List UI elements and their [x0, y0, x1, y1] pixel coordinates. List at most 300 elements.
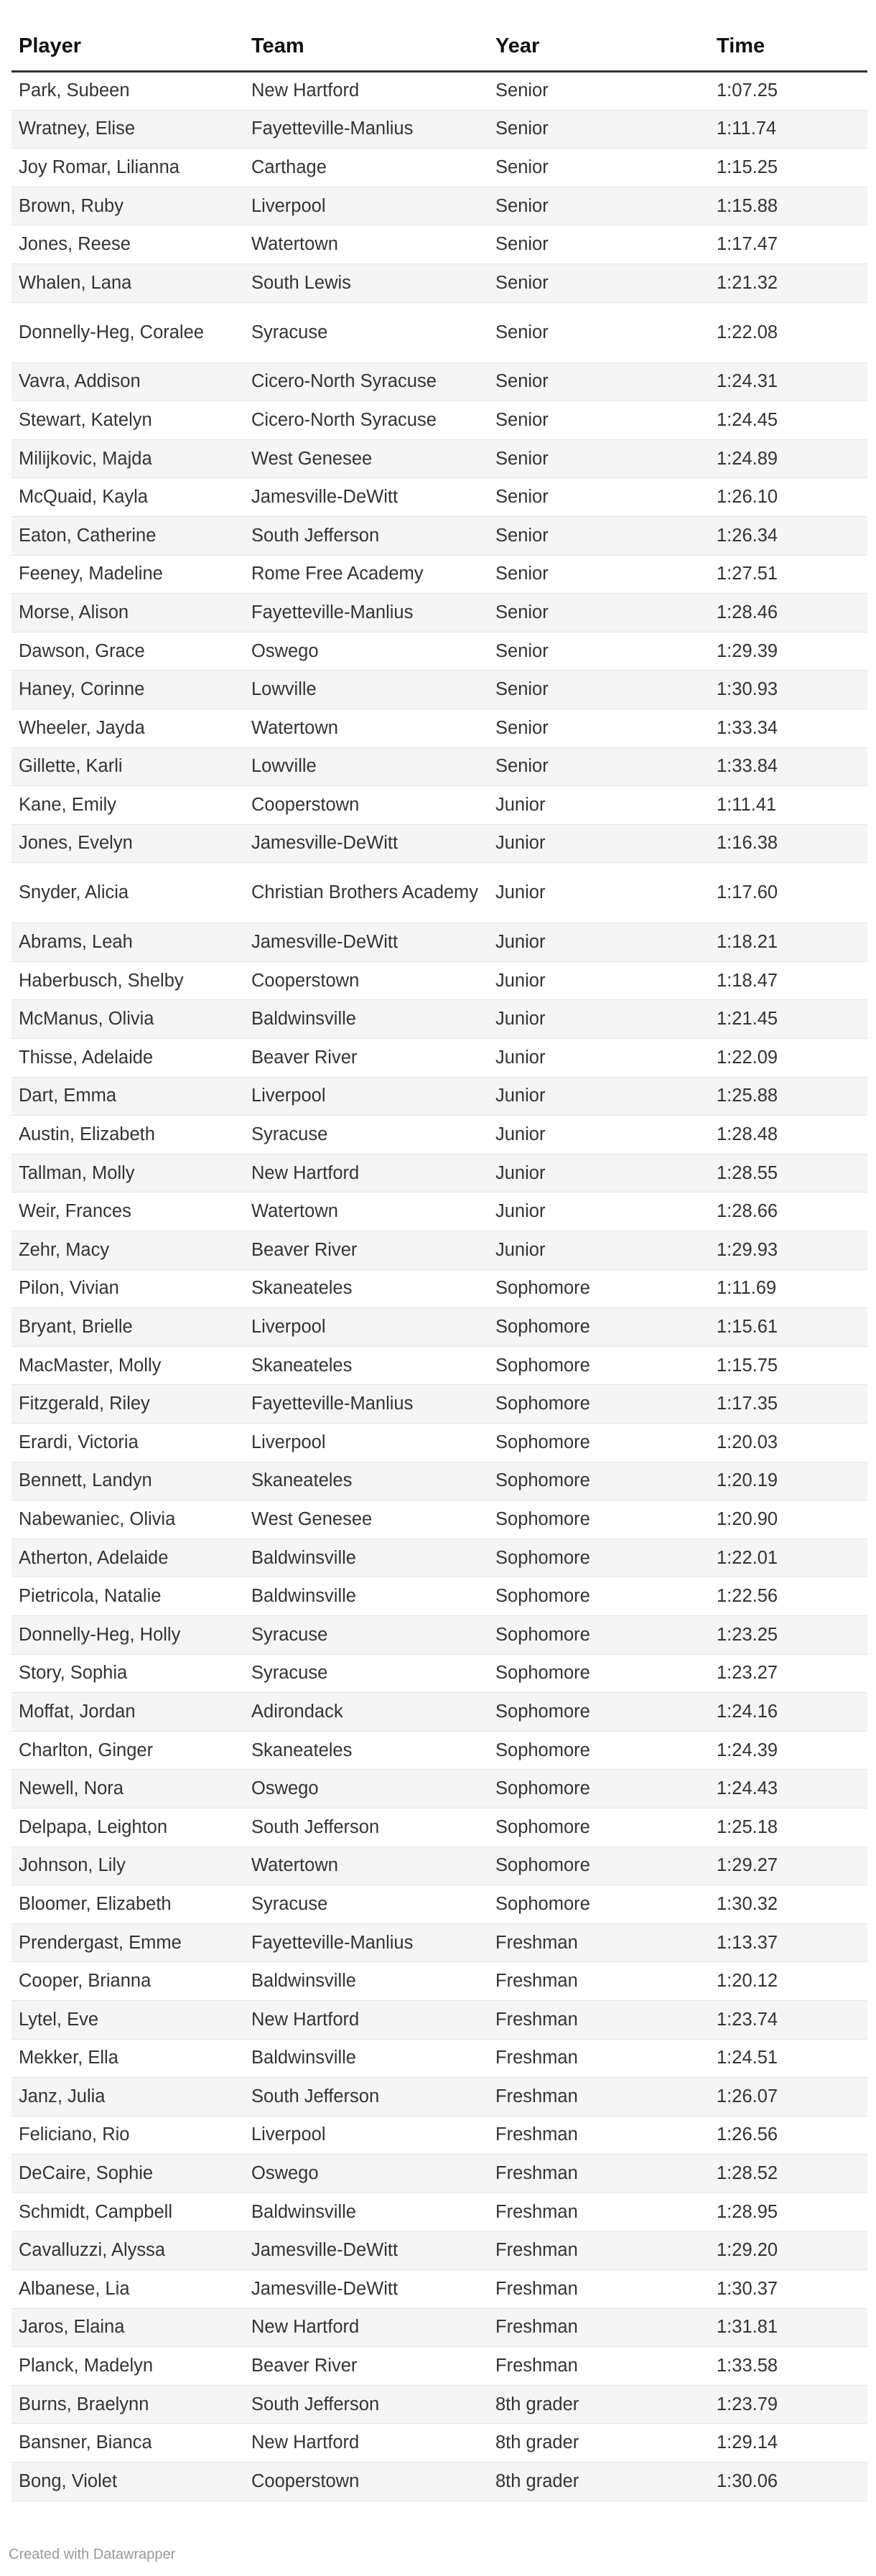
- year-cell: Freshman: [488, 2078, 709, 2117]
- table-row: [11, 1077, 867, 1116]
- table-row: [11, 263, 867, 302]
- player-cell: Jaros, Elaina: [11, 2308, 244, 2347]
- time-cell: 1:21.45: [709, 1000, 867, 1039]
- year-cell: Sophomore: [488, 1424, 709, 1462]
- team-cell: Oswego: [244, 632, 488, 671]
- player-cell: Brown, Ruby: [11, 187, 244, 225]
- player-cell: Jones, Evelyn: [11, 824, 244, 863]
- year-cell: Freshman: [488, 2116, 709, 2155]
- table-row: [11, 671, 867, 709]
- player-cell: Bloomer, Elizabeth: [11, 1885, 244, 1924]
- table-row: [11, 1424, 867, 1462]
- year-cell: Junior: [488, 1116, 709, 1154]
- year-cell: Senior: [488, 516, 709, 555]
- time-cell: 1:18.47: [709, 961, 867, 1000]
- year-cell: Senior: [488, 225, 709, 264]
- team-cell: Jamesville-DeWitt: [244, 824, 488, 863]
- year-cell: Freshman: [488, 2231, 709, 2270]
- table-row: [11, 1654, 867, 1693]
- player-cell: Cooper, Brianna: [11, 1962, 244, 2001]
- year-cell: Senior: [488, 187, 709, 225]
- player-cell: Newell, Nora: [11, 1770, 244, 1809]
- team-cell: Jamesville-DeWitt: [244, 478, 488, 517]
- time-cell: 1:24.89: [709, 439, 867, 478]
- year-cell: Sophomore: [488, 1615, 709, 1654]
- player-cell: Dart, Emma: [11, 1077, 244, 1116]
- year-cell: Freshman: [488, 2000, 709, 2039]
- player-cell: Austin, Elizabeth: [11, 1116, 244, 1154]
- column-header-time[interactable]: Time: [709, 22, 867, 72]
- year-cell: Senior: [488, 671, 709, 709]
- table-row: [11, 2116, 867, 2155]
- table-row: [11, 1731, 867, 1770]
- table-row: [11, 1269, 867, 1308]
- player-cell: Haberbusch, Shelby: [11, 961, 244, 1000]
- table-row: [11, 1193, 867, 1231]
- time-cell: 1:24.16: [709, 1693, 867, 1732]
- table-row: [11, 961, 867, 1000]
- team-cell: New Hartford: [244, 2424, 488, 2463]
- time-cell: 1:29.20: [709, 2231, 867, 2270]
- team-cell: Oswego: [244, 2155, 488, 2193]
- time-cell: 1:30.37: [709, 2270, 867, 2309]
- player-cell: Atherton, Adelaide: [11, 1539, 244, 1577]
- column-header-player[interactable]: Player: [11, 22, 244, 72]
- player-cell: Donnelly-Heg, Holly: [11, 1615, 244, 1654]
- time-cell: 1:23.74: [709, 2000, 867, 2039]
- player-cell: Wratney, Elise: [11, 110, 244, 149]
- team-cell: Adirondack: [244, 1693, 488, 1732]
- player-cell: Thisse, Adelaide: [11, 1039, 244, 1078]
- time-cell: 1:23.25: [709, 1615, 867, 1654]
- table-row: [11, 2270, 867, 2309]
- year-cell: Junior: [488, 824, 709, 863]
- year-cell: Junior: [488, 1154, 709, 1193]
- year-cell: Sophomore: [488, 1501, 709, 1539]
- table-row: [11, 363, 867, 401]
- time-cell: 1:28.46: [709, 594, 867, 633]
- team-cell: New Hartford: [244, 72, 488, 111]
- time-cell: 1:17.35: [709, 1385, 867, 1424]
- time-cell: 1:33.58: [709, 2347, 867, 2386]
- header-row: [11, 22, 867, 72]
- year-cell: Junior: [488, 1039, 709, 1078]
- player-cell: Cavalluzzi, Alyssa: [11, 2231, 244, 2270]
- team-cell: Syracuse: [244, 1654, 488, 1693]
- time-cell: 1:20.03: [709, 1424, 867, 1462]
- year-cell: Junior: [488, 961, 709, 1000]
- team-cell: South Jefferson: [244, 2385, 488, 2424]
- player-cell: Eaton, Catherine: [11, 516, 244, 555]
- team-cell: South Jefferson: [244, 516, 488, 555]
- time-cell: 1:24.43: [709, 1770, 867, 1809]
- table-row: [11, 2231, 867, 2270]
- column-header-year[interactable]: Year: [488, 22, 709, 72]
- player-cell: Gillette, Karli: [11, 747, 244, 786]
- time-cell: 1:15.75: [709, 1346, 867, 1385]
- table-row: [11, 923, 867, 962]
- year-cell: Sophomore: [488, 1539, 709, 1577]
- time-cell: 1:28.48: [709, 1116, 867, 1154]
- table-row: [11, 2039, 867, 2078]
- team-cell: Jamesville-DeWitt: [244, 2231, 488, 2270]
- team-cell: Baldwinsville: [244, 1539, 488, 1577]
- player-cell: Charlton, Ginger: [11, 1731, 244, 1770]
- player-cell: Pietricola, Natalie: [11, 1577, 244, 1616]
- team-cell: Lowville: [244, 747, 488, 786]
- year-cell: 8th grader: [488, 2463, 709, 2501]
- team-cell: Christian Brothers Academy: [244, 863, 488, 923]
- team-cell: Skaneateles: [244, 1462, 488, 1501]
- year-cell: Senior: [488, 747, 709, 786]
- table-row: [11, 110, 867, 149]
- table-row: [11, 401, 867, 440]
- table-row: [11, 1962, 867, 2001]
- team-cell: Watertown: [244, 1847, 488, 1885]
- year-cell: Freshman: [488, 2155, 709, 2193]
- table-row: [11, 555, 867, 594]
- team-cell: Baldwinsville: [244, 2039, 488, 2078]
- time-cell: 1:11.41: [709, 786, 867, 825]
- year-cell: Freshman: [488, 1962, 709, 2001]
- time-cell: 1:15.25: [709, 149, 867, 187]
- table-row: [11, 149, 867, 187]
- table-row: [11, 1577, 867, 1616]
- table-row: [11, 1154, 867, 1193]
- year-cell: Senior: [488, 363, 709, 401]
- player-cell: Kane, Emily: [11, 786, 244, 825]
- table-row: [11, 709, 867, 747]
- time-cell: 1:24.51: [709, 2039, 867, 2078]
- time-cell: 1:28.55: [709, 1154, 867, 1193]
- player-cell: Zehr, Macy: [11, 1231, 244, 1270]
- table-row: [11, 1615, 867, 1654]
- time-cell: 1:22.09: [709, 1039, 867, 1078]
- year-cell: Senior: [488, 302, 709, 363]
- time-cell: 1:23.27: [709, 1654, 867, 1693]
- table-row: [11, 594, 867, 633]
- player-cell: Weir, Frances: [11, 1193, 244, 1231]
- year-cell: Sophomore: [488, 1308, 709, 1347]
- player-cell: Feeney, Madeline: [11, 555, 244, 594]
- year-cell: Junior: [488, 1077, 709, 1116]
- table-row: [11, 747, 867, 786]
- player-cell: Bryant, Brielle: [11, 1308, 244, 1347]
- time-cell: 1:25.88: [709, 1077, 867, 1116]
- time-cell: 1:25.18: [709, 1808, 867, 1847]
- team-cell: Watertown: [244, 709, 488, 747]
- time-cell: 1:23.79: [709, 2385, 867, 2424]
- team-cell: New Hartford: [244, 2000, 488, 2039]
- player-cell: Tallman, Molly: [11, 1154, 244, 1193]
- player-cell: Mekker, Ella: [11, 2039, 244, 2078]
- team-cell: Oswego: [244, 1770, 488, 1809]
- year-cell: Sophomore: [488, 1385, 709, 1424]
- table-row: [11, 1346, 867, 1385]
- team-cell: Syracuse: [244, 302, 488, 363]
- player-cell: Snyder, Alicia: [11, 863, 244, 923]
- time-cell: 1:31.81: [709, 2308, 867, 2347]
- time-cell: 1:20.19: [709, 1462, 867, 1501]
- player-cell: McManus, Olivia: [11, 1000, 244, 1039]
- team-cell: South Jefferson: [244, 1808, 488, 1847]
- team-cell: New Hartford: [244, 1154, 488, 1193]
- year-cell: Senior: [488, 632, 709, 671]
- player-cell: Story, Sophia: [11, 1654, 244, 1693]
- time-cell: 1:15.61: [709, 1308, 867, 1347]
- player-cell: Delpapa, Leighton: [11, 1808, 244, 1847]
- team-cell: Fayetteville-Manlius: [244, 1923, 488, 1962]
- time-cell: 1:29.14: [709, 2424, 867, 2463]
- player-cell: Donnelly-Heg, Coralee: [11, 302, 244, 363]
- time-cell: 1:28.66: [709, 1193, 867, 1231]
- table-row: [11, 1039, 867, 1078]
- team-cell: Baldwinsville: [244, 1000, 488, 1039]
- team-cell: Syracuse: [244, 1615, 488, 1654]
- player-cell: Johnson, Lily: [11, 1847, 244, 1885]
- time-cell: 1:33.84: [709, 747, 867, 786]
- year-cell: Sophomore: [488, 1577, 709, 1616]
- time-cell: 1:29.27: [709, 1847, 867, 1885]
- player-cell: Burns, Braelynn: [11, 2385, 244, 2424]
- time-cell: 1:29.39: [709, 632, 867, 671]
- team-cell: Liverpool: [244, 187, 488, 225]
- year-cell: Freshman: [488, 2193, 709, 2231]
- year-cell: Junior: [488, 1231, 709, 1270]
- year-cell: Senior: [488, 478, 709, 517]
- team-cell: Skaneateles: [244, 1269, 488, 1308]
- time-cell: 1:22.56: [709, 1577, 867, 1616]
- team-cell: Syracuse: [244, 1885, 488, 1924]
- table-row: [11, 302, 867, 363]
- player-cell: Bong, Violet: [11, 2463, 244, 2501]
- table-row: [11, 1808, 867, 1847]
- player-cell: DeCaire, Sophie: [11, 2155, 244, 2193]
- table-row: [11, 1308, 867, 1347]
- player-cell: Joy Romar, Lilianna: [11, 149, 244, 187]
- table-row: [11, 824, 867, 863]
- player-cell: Planck, Madelyn: [11, 2347, 244, 2386]
- results-table: [11, 22, 867, 2501]
- time-cell: 1:20.90: [709, 1501, 867, 1539]
- player-cell: Haney, Corinne: [11, 671, 244, 709]
- team-cell: Skaneateles: [244, 1346, 488, 1385]
- team-cell: Carthage: [244, 149, 488, 187]
- time-cell: 1:30.32: [709, 1885, 867, 1924]
- player-cell: Wheeler, Jayda: [11, 709, 244, 747]
- year-cell: Sophomore: [488, 1847, 709, 1885]
- table-row: [11, 1885, 867, 1924]
- year-cell: Senior: [488, 439, 709, 478]
- table-row: [11, 439, 867, 478]
- year-cell: Freshman: [488, 1923, 709, 1962]
- player-cell: Schmidt, Campbell: [11, 2193, 244, 2231]
- time-cell: 1:20.12: [709, 1962, 867, 2001]
- time-cell: 1:26.07: [709, 2078, 867, 2117]
- player-cell: Nabewaniec, Olivia: [11, 1501, 244, 1539]
- team-cell: Baldwinsville: [244, 1962, 488, 2001]
- player-cell: Erardi, Victoria: [11, 1424, 244, 1462]
- time-cell: 1:30.06: [709, 2463, 867, 2501]
- table-row: [11, 1501, 867, 1539]
- year-cell: Sophomore: [488, 1770, 709, 1809]
- year-cell: Junior: [488, 786, 709, 825]
- table-row: [11, 2347, 867, 2386]
- table-row: [11, 1693, 867, 1732]
- table-row: [11, 187, 867, 225]
- year-cell: Sophomore: [488, 1693, 709, 1732]
- time-cell: 1:24.39: [709, 1731, 867, 1770]
- time-cell: 1:28.52: [709, 2155, 867, 2193]
- table-row: [11, 1539, 867, 1577]
- time-cell: 1:24.45: [709, 401, 867, 440]
- time-cell: 1:22.08: [709, 302, 867, 363]
- year-cell: Senior: [488, 709, 709, 747]
- player-cell: Jones, Reese: [11, 225, 244, 264]
- team-cell: Baldwinsville: [244, 2193, 488, 2231]
- team-cell: Jamesville-DeWitt: [244, 923, 488, 962]
- player-cell: Janz, Julia: [11, 2078, 244, 2117]
- team-cell: Liverpool: [244, 1424, 488, 1462]
- team-cell: Syracuse: [244, 1116, 488, 1154]
- player-cell: Vavra, Addison: [11, 363, 244, 401]
- player-cell: Bansner, Bianca: [11, 2424, 244, 2463]
- player-cell: Whalen, Lana: [11, 263, 244, 302]
- year-cell: Senior: [488, 149, 709, 187]
- year-cell: Senior: [488, 263, 709, 302]
- year-cell: Freshman: [488, 2308, 709, 2347]
- year-cell: Sophomore: [488, 1731, 709, 1770]
- player-cell: MacMaster, Molly: [11, 1346, 244, 1385]
- table-row: [11, 2385, 867, 2424]
- time-cell: 1:27.51: [709, 555, 867, 594]
- player-cell: Pilon, Vivian: [11, 1269, 244, 1308]
- table-row: [11, 1462, 867, 1501]
- year-cell: 8th grader: [488, 2385, 709, 2424]
- player-cell: Feliciano, Rio: [11, 2116, 244, 2155]
- table-row: [11, 2463, 867, 2501]
- table-row: [11, 2424, 867, 2463]
- year-cell: Sophomore: [488, 1462, 709, 1501]
- player-cell: Bennett, Landyn: [11, 1462, 244, 1501]
- team-cell: West Genesee: [244, 1501, 488, 1539]
- time-cell: 1:11.69: [709, 1269, 867, 1308]
- year-cell: Freshman: [488, 2039, 709, 2078]
- time-cell: 1:24.31: [709, 363, 867, 401]
- table-row: [11, 1847, 867, 1885]
- table-row: [11, 478, 867, 517]
- time-cell: 1:07.25: [709, 72, 867, 111]
- year-cell: Sophomore: [488, 1885, 709, 1924]
- time-cell: 1:15.88: [709, 187, 867, 225]
- year-cell: Sophomore: [488, 1346, 709, 1385]
- team-cell: Baldwinsville: [244, 1577, 488, 1616]
- time-cell: 1:26.34: [709, 516, 867, 555]
- team-cell: Rome Free Academy: [244, 555, 488, 594]
- time-cell: 1:33.34: [709, 709, 867, 747]
- player-cell: Park, Subeen: [11, 72, 244, 111]
- team-cell: Watertown: [244, 1193, 488, 1231]
- player-cell: Lytel, Eve: [11, 2000, 244, 2039]
- table-row: [11, 516, 867, 555]
- table-row: [11, 1231, 867, 1270]
- table-row: [11, 1000, 867, 1039]
- year-cell: Junior: [488, 1193, 709, 1231]
- team-cell: Skaneateles: [244, 1731, 488, 1770]
- year-cell: 8th grader: [488, 2424, 709, 2463]
- time-cell: 1:16.38: [709, 824, 867, 863]
- team-cell: Jamesville-DeWitt: [244, 2270, 488, 2309]
- table-row: [11, 863, 867, 923]
- year-cell: Sophomore: [488, 1269, 709, 1308]
- player-cell: Moffat, Jordan: [11, 1693, 244, 1732]
- player-cell: Dawson, Grace: [11, 632, 244, 671]
- team-cell: Cooperstown: [244, 786, 488, 825]
- time-cell: 1:28.95: [709, 2193, 867, 2231]
- table-row: [11, 2078, 867, 2117]
- year-cell: Sophomore: [488, 1654, 709, 1693]
- player-cell: Prendergast, Emme: [11, 1923, 244, 1962]
- time-cell: 1:26.56: [709, 2116, 867, 2155]
- team-cell: South Lewis: [244, 263, 488, 302]
- time-cell: 1:26.10: [709, 478, 867, 517]
- team-cell: Cicero-North Syracuse: [244, 363, 488, 401]
- table-row: [11, 72, 867, 111]
- table-row: [11, 2000, 867, 2039]
- player-cell: Fitzgerald, Riley: [11, 1385, 244, 1424]
- team-cell: Liverpool: [244, 1308, 488, 1347]
- player-cell: Albanese, Lia: [11, 2270, 244, 2309]
- player-cell: Stewart, Katelyn: [11, 401, 244, 440]
- year-cell: Junior: [488, 923, 709, 962]
- team-cell: Fayetteville-Manlius: [244, 594, 488, 633]
- team-cell: West Genesee: [244, 439, 488, 478]
- time-cell: 1:11.74: [709, 110, 867, 149]
- player-cell: McQuaid, Kayla: [11, 478, 244, 517]
- team-cell: South Jefferson: [244, 2078, 488, 2117]
- table-row: [11, 2155, 867, 2193]
- time-cell: 1:21.32: [709, 263, 867, 302]
- table-body: [11, 72, 867, 2501]
- table-row: [11, 1385, 867, 1424]
- team-cell: New Hartford: [244, 2308, 488, 2347]
- table-row: [11, 1116, 867, 1154]
- time-cell: 1:30.93: [709, 671, 867, 709]
- team-cell: Cooperstown: [244, 961, 488, 1000]
- time-cell: 1:29.93: [709, 1231, 867, 1270]
- table-row: [11, 786, 867, 825]
- team-cell: Lowville: [244, 671, 488, 709]
- team-cell: Liverpool: [244, 1077, 488, 1116]
- year-cell: Senior: [488, 72, 709, 111]
- year-cell: Senior: [488, 594, 709, 633]
- team-cell: Beaver River: [244, 1231, 488, 1270]
- player-cell: Morse, Alison: [11, 594, 244, 633]
- column-header-team[interactable]: Team: [244, 22, 488, 72]
- time-cell: 1:22.01: [709, 1539, 867, 1577]
- year-cell: Senior: [488, 401, 709, 440]
- team-cell: Beaver River: [244, 1039, 488, 1078]
- team-cell: Liverpool: [244, 2116, 488, 2155]
- team-cell: Beaver River: [244, 2347, 488, 2386]
- table-row: [11, 1770, 867, 1809]
- table-row: [11, 632, 867, 671]
- datawrapper-credit: Created with Datawrapper: [9, 2547, 176, 2562]
- table-row: [11, 1923, 867, 1962]
- year-cell: Senior: [488, 110, 709, 149]
- team-cell: Fayetteville-Manlius: [244, 110, 488, 149]
- player-cell: Abrams, Leah: [11, 923, 244, 962]
